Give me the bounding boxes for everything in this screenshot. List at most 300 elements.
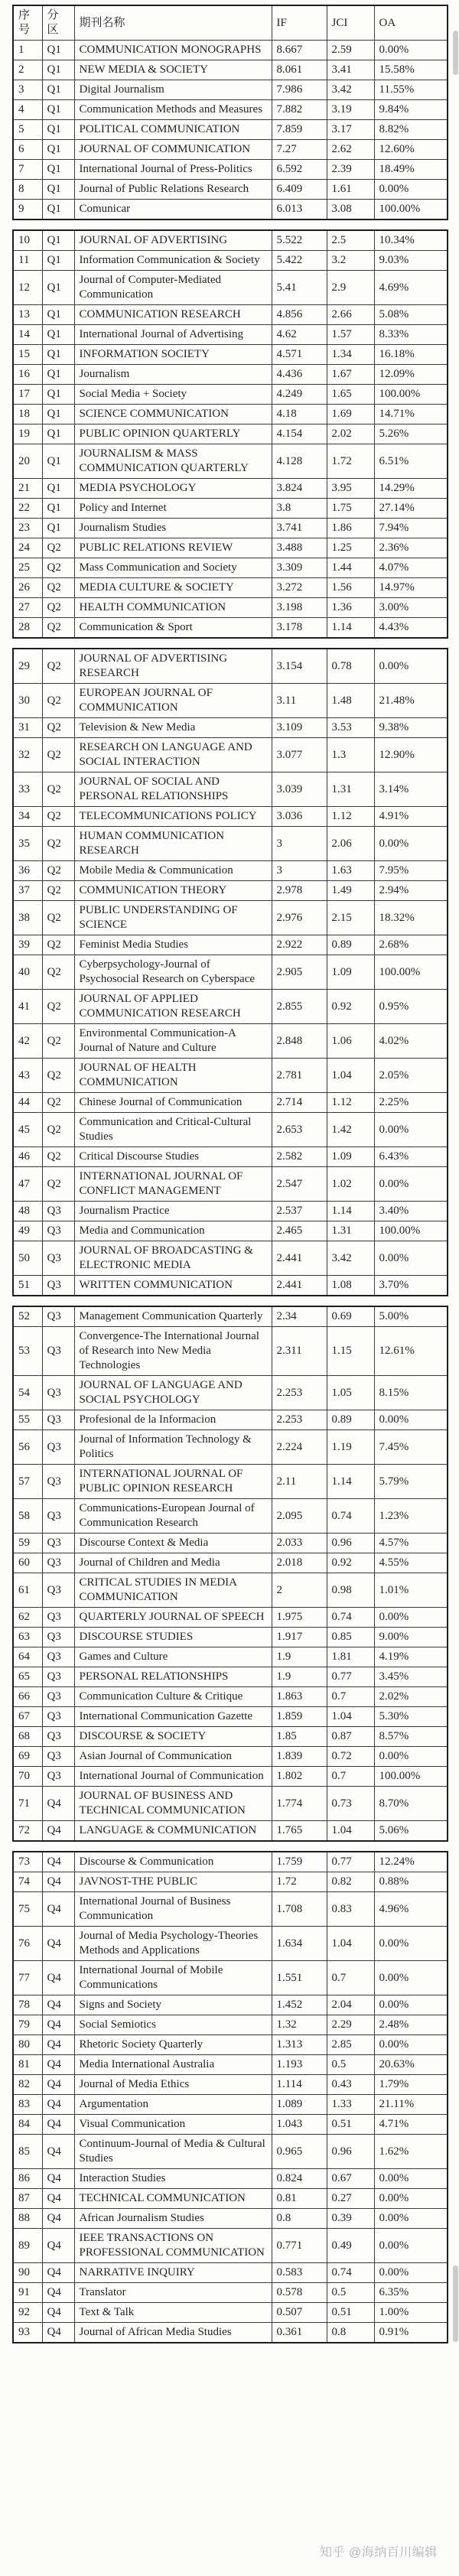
cell-journal-name: Profesional de la Informacion [74,1410,272,1430]
cell-if: 2.033 [272,1534,327,1553]
cell-rank: 61 [13,1573,42,1608]
table-row [13,1499,448,1534]
cell-journal-name: International Journal of Communication [74,1767,272,1787]
cell-journal-name: Journal of Information Technology & Politics [74,1430,272,1465]
table-row [13,1628,448,1647]
cell-journal-name: PERSONAL RELATIONSHIPS [74,1667,272,1687]
cell-journal-name: Policy and Internet [74,499,272,519]
cell-if: 2.976 [272,901,327,935]
cell-rank: 59 [13,1534,42,1553]
table-row [13,1465,448,1499]
cell-jci: 0.74 [327,1499,374,1534]
cell-oa: 0.00% [374,1167,448,1202]
cell-rank: 58 [13,1499,42,1534]
cell-journal-name: PUBLIC RELATIONS REVIEW [74,538,272,558]
cell-journal-name: International Journal of Business Communication [74,1892,272,1927]
cell-jci: 0.51 [327,2303,374,2323]
table-row [13,200,448,220]
cell-if: 1.043 [272,2115,327,2135]
cell-journal-name: HEALTH COMMUNICATION [74,598,272,618]
cell-oa: 0.00% [374,1113,448,1147]
cell-if: 4.62 [272,325,327,345]
cell-jci: 0.67 [327,2169,374,2189]
cell-oa: 1.00% [374,2303,448,2323]
cell-jci: 1.12 [327,807,374,827]
cell-rank: 70 [13,1767,42,1787]
cell-jci: 3.53 [327,718,374,738]
cell-journal-name: DISCOURSE STUDIES [74,1628,272,1647]
table-row [13,1961,448,1995]
cell-rank: 26 [13,578,42,598]
cell-oa: 0.00% [374,41,448,60]
cell-rank: 30 [13,684,42,718]
cell-rank: 47 [13,1167,42,1202]
cell-quartile: Q1 [42,405,74,424]
table-row [13,578,448,598]
cell-rank: 81 [13,2055,42,2075]
cell-if: 2.582 [272,1147,327,1167]
cell-journal-name: Rhetoric Society Quarterly [74,2035,272,2055]
cell-journal-name: COMMUNICATION THEORY [74,881,272,901]
cell-oa: 0.00% [374,2229,448,2263]
cell-if: 1.774 [272,1787,327,1821]
cell-oa: 2.48% [374,2015,448,2035]
cell-rank: 84 [13,2115,42,2135]
cell-quartile: Q4 [42,2035,74,2055]
cell-quartile: Q1 [42,424,74,444]
cell-journal-name: African Journalism Studies [74,2209,272,2229]
cell-if: 1.32 [272,2015,327,2035]
table-row [13,1241,448,1276]
cell-jci: 0.49 [327,2229,374,2263]
cell-oa: 0.00% [374,2035,448,2055]
cell-oa: 100.00% [374,385,448,405]
table-row [13,1787,448,1821]
table-row [13,271,448,305]
table-row [13,1553,448,1573]
cell-oa: 0.00% [374,1927,448,1961]
cell-if: 5.522 [272,230,327,251]
cell-rank: 36 [13,861,42,881]
cell-if: 1.114 [272,2075,327,2095]
cell-rank: 86 [13,2169,42,2189]
cell-rank: 3 [13,80,42,100]
cell-if: 0.507 [272,2303,327,2323]
cell-jci: 1.75 [327,499,374,519]
cell-journal-name: Journal of African Media Studies [74,2323,272,2343]
cell-oa: 8.15% [374,1376,448,1410]
cell-jci: 0.73 [327,1787,374,1821]
cell-if: 1.634 [272,1927,327,1961]
cell-journal-name: Journalism Studies [74,519,272,538]
table-row [13,1892,448,1927]
cell-jci: 1.56 [327,578,374,598]
cell-journal-name: Social Semiotics [74,2015,272,2035]
cell-if: 4.128 [272,444,327,479]
cell-jci: 1.09 [327,1147,374,1167]
cell-quartile: Q4 [42,2229,74,2263]
cell-jci: 1.81 [327,1647,374,1667]
cell-journal-name: COMMUNICATION RESEARCH [74,305,272,325]
cell-oa: 3.70% [374,1276,448,1296]
table-row [13,1707,448,1727]
cell-oa: 2.68% [374,935,448,955]
table-row [13,120,448,140]
cell-if: 8.667 [272,41,327,60]
table-row [13,538,448,558]
cell-journal-name: RESEARCH ON LANGUAGE AND SOCIAL INTERACTION [74,738,272,772]
cell-quartile: Q1 [42,80,74,100]
cell-oa: 2.02% [374,1687,448,1707]
table-row [13,2135,448,2169]
cell-quartile: Q4 [42,2283,74,2303]
table-row [13,1534,448,1553]
cell-jci: 1.36 [327,598,374,618]
cell-journal-name: JAVNOST-THE PUBLIC [74,1872,272,1892]
cell-journal-name: SCIENCE COMMUNICATION [74,405,272,424]
cell-journal-name: Information Communication & Society [74,251,272,271]
cell-if: 0.965 [272,2135,327,2169]
cell-if: 2.34 [272,1306,327,1327]
table-row [13,2189,448,2209]
cell-jci: 0.87 [327,1727,374,1747]
cell-rank: 93 [13,2323,42,2343]
cell-journal-name: Television & New Media [74,718,272,738]
cell-quartile: Q4 [42,2303,74,2323]
cell-quartile: Q2 [42,935,74,955]
table-row [13,1767,448,1787]
cell-if: 2.441 [272,1276,327,1296]
cell-quartile: Q3 [42,1221,74,1241]
table-row [13,1852,448,1872]
cell-rank: 67 [13,1707,42,1727]
cell-journal-name: DISCOURSE & SOCIETY [74,1727,272,1747]
cell-jci: 1.04 [327,1059,374,1093]
cell-if: 3.077 [272,738,327,772]
cell-if: 2.018 [272,1553,327,1573]
cell-oa: 11.55% [374,80,448,100]
table-row [13,2055,448,2075]
cell-quartile: Q2 [42,538,74,558]
cell-oa: 100.00% [374,1221,448,1241]
cell-journal-name: JOURNAL OF BUSINESS AND TECHNICAL COMMUNICATION [74,1787,272,1821]
column-header-jci: JCI [327,5,374,41]
cell-if: 2 [272,1573,327,1608]
cell-quartile: Q1 [42,180,74,200]
cell-jci: 0.72 [327,1747,374,1767]
cell-quartile: Q4 [42,1927,74,1961]
cell-journal-name: Continuum-Journal of Media & Cultural Studies [74,2135,272,2169]
cell-quartile: Q2 [42,990,74,1024]
cell-rank: 23 [13,519,42,538]
cell-journal-name: POLITICAL COMMUNICATION [74,120,272,140]
cell-oa: 4.43% [374,618,448,639]
table-row [13,230,448,251]
cell-jci: 0.89 [327,935,374,955]
cell-if: 3.198 [272,598,327,618]
cell-rank: 88 [13,2209,42,2229]
cell-rank: 19 [13,424,42,444]
table-row [13,1024,448,1059]
cell-if: 1.9 [272,1647,327,1667]
cell-jci: 3.42 [327,80,374,100]
cell-oa: 100.00% [374,955,448,990]
cell-quartile: Q1 [42,444,74,479]
cell-quartile: Q3 [42,1747,74,1767]
cell-journal-name: JOURNAL OF ADVERTISING RESEARCH [74,649,272,684]
cell-rank: 35 [13,827,42,861]
cell-jci: 0.7 [327,1767,374,1787]
cell-oa: 12.09% [374,365,448,385]
cell-rank: 46 [13,1147,42,1167]
cell-quartile: Q4 [42,1852,74,1872]
cell-if: 0.824 [272,2169,327,2189]
cell-jci: 0.77 [327,1852,374,1872]
cell-oa: 0.00% [374,1747,448,1767]
cell-quartile: Q2 [42,578,74,598]
table-row [13,827,448,861]
cell-jci: 1.14 [327,618,374,639]
cell-quartile: Q3 [42,1499,74,1534]
cell-jci: 1.34 [327,345,374,365]
cell-oa: 1.23% [374,1499,448,1534]
cell-journal-name: Journal of Children and Media [74,1553,272,1573]
cell-jci: 2.04 [327,1995,374,2015]
cell-rank: 92 [13,2303,42,2323]
cell-rank: 57 [13,1465,42,1499]
cell-jci: 1.33 [327,2095,374,2115]
cell-oa: 4.91% [374,807,448,827]
cell-quartile: Q2 [42,1147,74,1167]
cell-jci: 3.2 [327,251,374,271]
cell-if: 7.859 [272,120,327,140]
table-row [13,160,448,180]
cell-rank: 75 [13,1892,42,1927]
cell-jci: 3.08 [327,200,374,220]
cell-jci: 0.96 [327,1534,374,1553]
cell-quartile: Q3 [42,1573,74,1608]
cell-oa: 100.00% [374,1767,448,1787]
cell-quartile: Q1 [42,499,74,519]
cell-rank: 60 [13,1553,42,1573]
cell-rank: 77 [13,1961,42,1995]
cell-journal-name: Feminist Media Studies [74,935,272,955]
cell-jci: 1.86 [327,519,374,538]
cell-journal-name: MEDIA PSYCHOLOGY [74,479,272,499]
table-row [13,1927,448,1961]
cell-if: 1.917 [272,1628,327,1647]
cell-rank: 82 [13,2075,42,2095]
cell-journal-name: Media International Australia [74,2055,272,2075]
table-row [13,1202,448,1221]
cell-oa: 15.58% [374,60,448,80]
cell-oa: 4.19% [374,1647,448,1667]
cell-quartile: Q3 [42,1241,74,1276]
cell-rank: 32 [13,738,42,772]
cell-quartile: Q2 [42,649,74,684]
table-row [13,2263,448,2283]
cell-quartile: Q1 [42,365,74,385]
cell-rank: 74 [13,1872,42,1892]
table-row [13,2209,448,2229]
cell-if: 2.253 [272,1376,327,1410]
cell-oa: 0.00% [374,2209,448,2229]
cell-journal-name: JOURNAL OF BROADCASTING & ELECTRONIC MEDIA [74,1241,272,1276]
cell-quartile: Q2 [42,807,74,827]
cell-rank: 85 [13,2135,42,2169]
cell-jci: 0.92 [327,1553,374,1573]
cell-if: 3 [272,861,327,881]
cell-if: 1.839 [272,1747,327,1767]
cell-if: 0.583 [272,2263,327,2283]
cell-quartile: Q1 [42,305,74,325]
cell-if: 1.975 [272,1608,327,1628]
cell-quartile: Q2 [42,1093,74,1113]
cell-journal-name: Cyberpsychology-Journal of Psychosocial Research on Cyberspace [74,955,272,990]
cell-journal-name: Mobile Media & Communication [74,861,272,881]
cell-rank: 25 [13,558,42,578]
cell-rank: 63 [13,1628,42,1647]
scrollbar-thumb-bottom[interactable] [453,2265,458,2342]
cell-journal-name: Discourse Context & Media [74,1534,272,1553]
table-row [13,345,448,365]
cell-oa: 4.55% [374,1553,448,1573]
cell-rank: 83 [13,2095,42,2115]
cell-if: 6.592 [272,160,327,180]
cell-if: 2.714 [272,1093,327,1113]
cell-rank: 6 [13,140,42,160]
cell-oa: 14.71% [374,405,448,424]
table-row [13,1872,448,1892]
cell-if: 2.922 [272,935,327,955]
table-row [13,41,448,60]
cell-journal-name: Convergence-The International Journal of Research into New Media Technologies [74,1327,272,1376]
cell-journal-name: Critical Discourse Studies [74,1147,272,1167]
cell-oa: 0.00% [374,1241,448,1276]
cell-if: 0.361 [272,2323,327,2343]
cell-jci: 2.66 [327,305,374,325]
table-row [13,1410,448,1430]
cell-journal-name: Communication and Critical-Cultural Studies [74,1113,272,1147]
cell-jci: 3.17 [327,120,374,140]
cell-if: 3.11 [272,684,327,718]
cell-if: 4.571 [272,345,327,365]
cell-quartile: Q3 [42,1687,74,1707]
table-row [13,1573,448,1608]
cell-rank: 41 [13,990,42,1024]
cell-rank: 78 [13,1995,42,2015]
cell-if: 2.848 [272,1024,327,1059]
column-header-quartile: 分区 [42,5,74,41]
cell-quartile: Q3 [42,1628,74,1647]
cell-rank: 80 [13,2035,42,2055]
table-row [13,2303,448,2323]
cell-if: 4.18 [272,405,327,424]
cell-jci: 1.44 [327,558,374,578]
cell-rank: 10 [13,230,42,251]
table-row [13,60,448,80]
cell-journal-name: LANGUAGE & COMMUNICATION [74,1821,272,1842]
cell-oa: 0.95% [374,990,448,1024]
table-row [13,325,448,345]
table-row [13,499,448,519]
cell-journal-name: Social Media + Society [74,385,272,405]
cell-quartile: Q2 [42,684,74,718]
cell-journal-name: Journal of Public Relations Research [74,180,272,200]
cell-if: 2.11 [272,1465,327,1499]
cell-jci: 1.05 [327,1376,374,1410]
cell-quartile: Q2 [42,1059,74,1093]
journal-table-segment-3 [12,648,448,1296]
cell-quartile: Q1 [42,345,74,365]
table-row [13,519,448,538]
cell-if: 4.436 [272,365,327,385]
table-row [13,1059,448,1093]
cell-rank: 17 [13,385,42,405]
cell-quartile: Q3 [42,1667,74,1687]
cell-rank: 73 [13,1852,42,1872]
cell-journal-name: Communication & Sport [74,618,272,639]
cell-if: 3.109 [272,718,327,738]
cell-quartile: Q4 [42,2115,74,2135]
cell-journal-name: International Journal of Press-Politics [74,160,272,180]
table-row [13,2323,448,2343]
cell-oa: 3.45% [374,1667,448,1687]
cell-rank: 62 [13,1608,42,1628]
cell-if: 3.039 [272,772,327,807]
cell-jci: 0.77 [327,1667,374,1687]
cell-journal-name: Signs and Society [74,1995,272,2015]
cell-oa: 8.33% [374,325,448,345]
cell-rank: 79 [13,2015,42,2035]
cell-oa: 8.82% [374,120,448,140]
cell-oa: 21.11% [374,2095,448,2115]
table-row [13,2229,448,2263]
cell-quartile: Q2 [42,772,74,807]
cell-rank: 55 [13,1410,42,1430]
table-row [13,140,448,160]
cell-jci: 1.19 [327,1430,374,1465]
scrollbar-thumb-top[interactable] [453,31,458,75]
cell-journal-name: Journal of Media Psychology-Theories Methods and Applications [74,1927,272,1961]
cell-oa: 9.84% [374,100,448,120]
cell-jci: 1.08 [327,1276,374,1296]
cell-if: 4.249 [272,385,327,405]
cell-journal-name: NEW MEDIA & SOCIETY [74,60,272,80]
cell-oa: 3.14% [374,772,448,807]
cell-jci: 2.62 [327,140,374,160]
cell-quartile: Q3 [42,1608,74,1628]
cell-journal-name: Comunicar [74,200,272,220]
table-row [13,901,448,935]
cell-journal-name: Communication Culture & Critique [74,1687,272,1707]
cell-quartile: Q1 [42,200,74,220]
cell-rank: 16 [13,365,42,385]
cell-jci: 3.19 [327,100,374,120]
cell-oa: 21.48% [374,684,448,718]
cell-jci: 0.82 [327,1872,374,1892]
table-row [13,80,448,100]
cell-if: 1.089 [272,2095,327,2115]
cell-rank: 51 [13,1276,42,1296]
cell-quartile: Q3 [42,1647,74,1667]
cell-jci: 0.43 [327,2075,374,2095]
cell-if: 1.759 [272,1852,327,1872]
cell-rank: 45 [13,1113,42,1147]
cell-journal-name: HUMAN COMMUNICATION RESEARCH [74,827,272,861]
cell-oa: 0.00% [374,1410,448,1430]
cell-if: 2.781 [272,1059,327,1093]
